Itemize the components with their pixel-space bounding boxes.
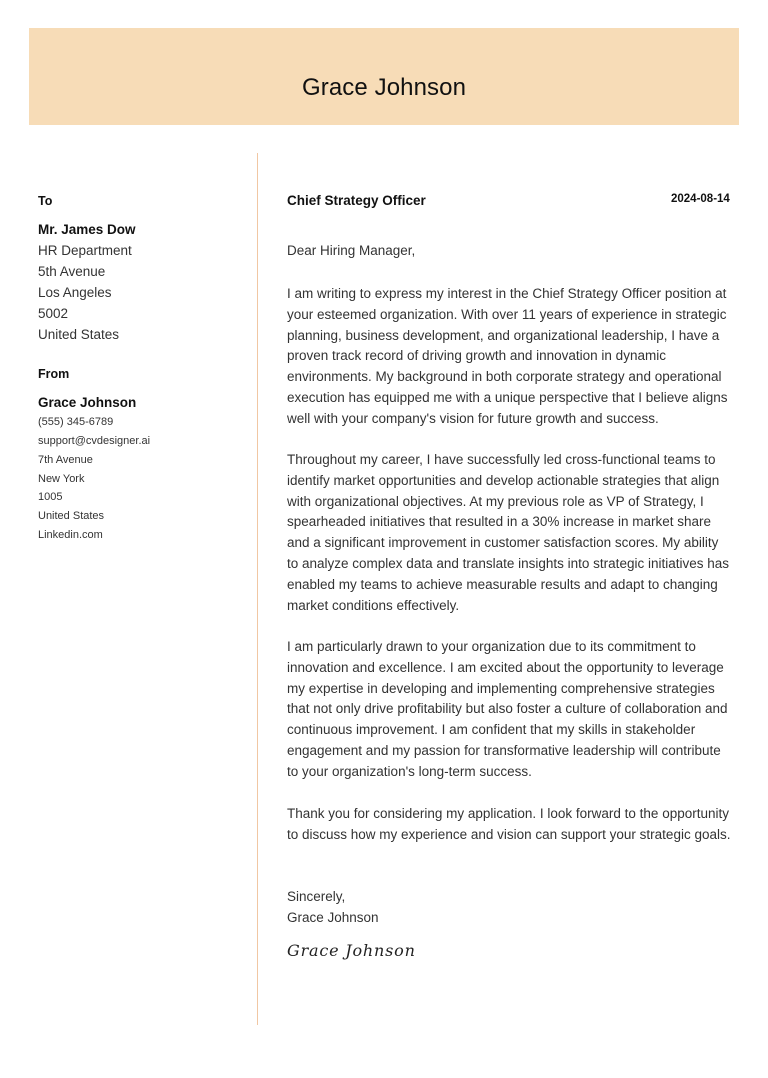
- paragraph-thanks: Thank you for considering my application. I look forward to the opportunity to discuss how my experience and vision can support your strategic goals.: [287, 806, 731, 842]
- recipient-street: 5th Avenue: [38, 264, 106, 279]
- applicant-name: Grace Johnson: [301, 74, 467, 101]
- closing: Sincerely,: [287, 889, 346, 904]
- job-title: Chief Strategy Officer: [287, 193, 426, 208]
- salutation: Dear Hiring Manager,: [287, 243, 416, 258]
- recipient-city: Los Angeles: [38, 285, 112, 300]
- paragraph-motivation: I am particularly drawn to your organization due to its commitment to innovation and excellence. I am excited about the opportunity to leverage my expertise in developing and implementing comprehensive strategies that not only drive profitability but also foster a culture of collaboration and continuous improvement. I am confident that my skills in stakeholder engagement and my passion for transformative leadership will contribute to your organization's long-term success.: [287, 639, 728, 779]
- signature: Grace Johnson: [287, 941, 416, 960]
- recipient-section-title: To: [38, 194, 53, 208]
- sender-street: 7th Avenue: [38, 454, 93, 466]
- letter-date: 2024-08-14: [671, 193, 730, 205]
- sender-section-title: From: [38, 367, 70, 381]
- sender-website: Linkedin.com: [38, 529, 103, 541]
- recipient-name: Mr. James Dow: [38, 222, 136, 237]
- sender-email: support@cvdesigner.ai: [38, 435, 151, 447]
- paragraph-experience: Throughout my career, I have successfully led cross-functional teams to identify market opportunities and develop actionable strategies that align with organizational objectives. At my previous role as VP of Strategy, I spearheaded initiatives that resulted in a 30% increase in market share and a significant improvement in customer satisfaction scores. My ability to analyze complex data and translate insights into strategic initiatives has enabled my teams to achieve measurable results and adapt to changing market conditions effectively.: [287, 452, 729, 613]
- sender-zip: 1005: [38, 491, 63, 503]
- sender-country: United States: [38, 510, 105, 522]
- recipient-zip: 5002: [38, 306, 69, 321]
- sender-name: Grace Johnson: [38, 395, 137, 410]
- paragraph-intro: I am writing to express my interest in the Chief Strategy Officer position at your esteemed organization. With over 11 years of experience in strategic planning, business development, and organizational leadership, I have a proven track record of driving growth and innovation in dynamic environments. My background in both corporate strategy and operational execution has equipped me with a unique perspective that I believe aligns well with your company's vision for future growth and success.: [287, 286, 728, 426]
- column-divider: [257, 153, 258, 1025]
- recipient-department: HR Department: [38, 243, 132, 258]
- sender-city: New York: [38, 473, 85, 485]
- recipient-country: United States: [38, 327, 120, 342]
- signer-name: Grace Johnson: [287, 910, 379, 925]
- sender-phone: (555) 345-6789: [38, 416, 114, 428]
- header-banner: [29, 28, 739, 125]
